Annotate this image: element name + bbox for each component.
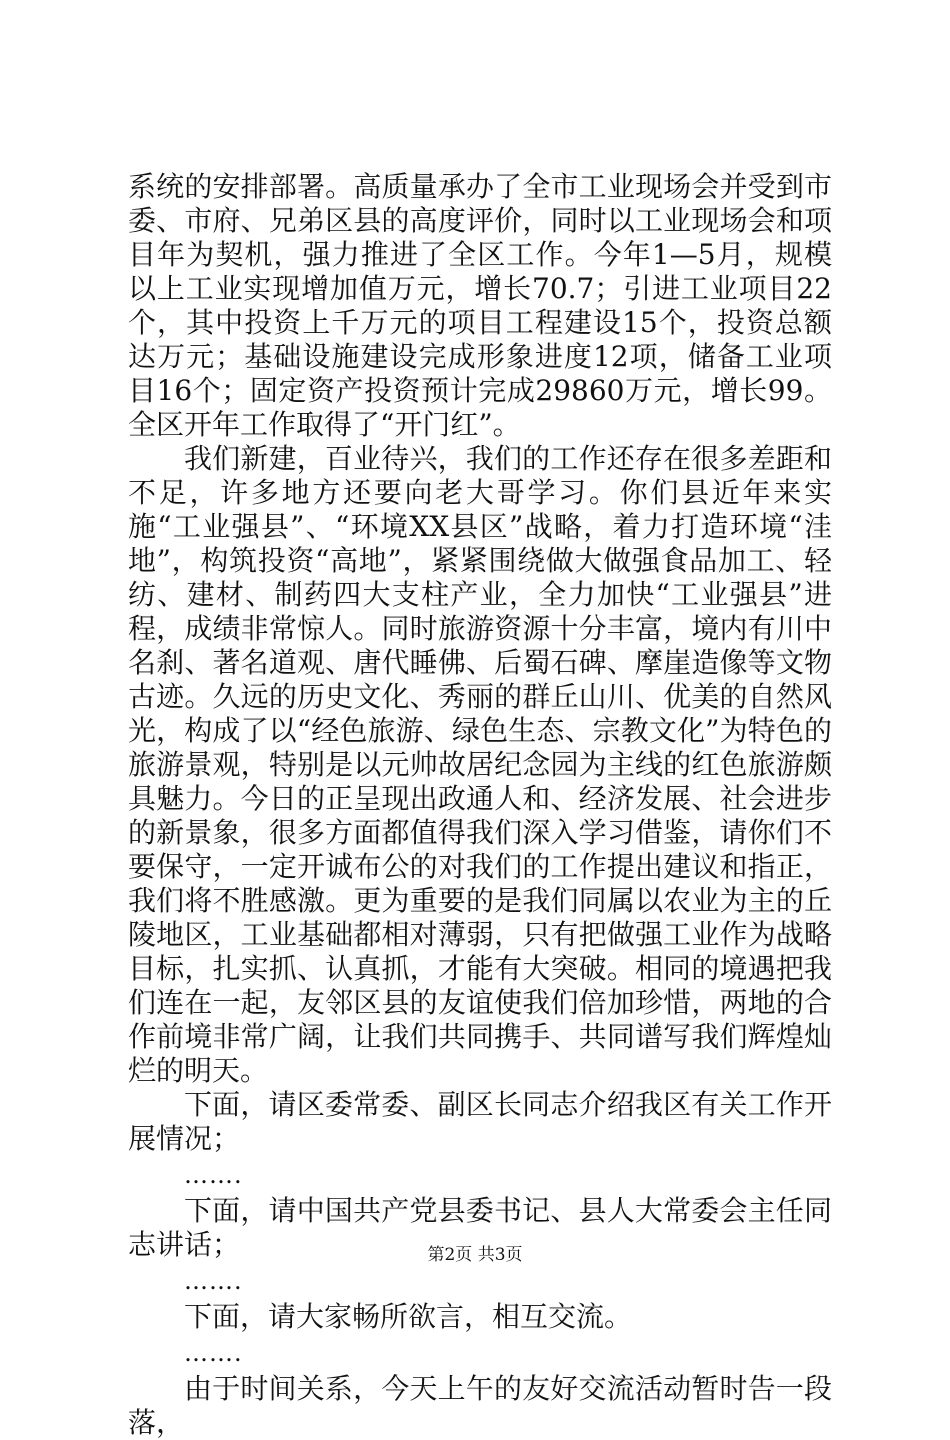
paragraph-closing: 由于时间关系，今天上午的友好交流活动暂时告一段落， bbox=[128, 1372, 832, 1439]
page-number-footer: 第2页 共3页 bbox=[427, 1245, 523, 1265]
ellipsis-line: ……. bbox=[184, 1339, 243, 1367]
paragraph-work-summary: 系统的安排部署。高质量承办了全市工业现场会并受到市委、市府、兄弟区县的高度评价，同时以工业现场会和项目年为契机，强力推进了全区工作。今年1—5月，规模以上工业实现增加值万元，增长70.7；引进工业项目22个，其中投资上千万元的项目工程建设15个，投资总额达万元；基础设施建设完成形象进度12项，储备工业项目16个；固定资产投资预计完成29860万元，增长99。全区开年工作取得了“开门红”。 bbox=[128, 170, 832, 441]
paragraph-open-discussion: 下面，请大家畅所欲言，相互交流。 bbox=[184, 1300, 633, 1333]
paragraph-district-introduction: 下面，请区委常委、副区长同志介绍我区有关工作开展情况； bbox=[128, 1088, 832, 1155]
paragraph-county-speech: 下面，请中国共产党县委书记、县人大常委会主任同志讲话； bbox=[128, 1194, 832, 1261]
paragraph-learning-exchange: 我们新建，百业待兴，我们的工作还存在很多差距和不足，许多地方还要向老大哥学习。你们县近年来实施“工业强县”、“环境XX县区”战略，着力打造环境“洼地”，构筑投资“高地”，紧紧围绕做大做强食品加工、轻纺、建材、制药四大支柱产业，全力加快“工业强县”进程，成绩非常惊人。同时旅游资源十分丰富，境内有川中名刹、著名道观、唐代睡佛、后蜀石碑、摩崖造像等文物古迹。久远的历史文化、秀丽的群丘山川、优美的自然风光，构成了以“经色旅游、绿色生态、宗教文化”为特色的旅游景观，特别是以元帅故居纪念园为主线的红色旅游颇具魅力。今日的正呈现出政通人和、经济发展、社会进步的新景象，很多方面都值得我们深入学习借鉴，请你们不要保守，一定开诚布公的对我们的工作提出建议和指正，我们将不胜感激。更为重要的是我们同属以农业为主的丘陵地区，工业基础都相对薄弱，只有把做强工业作为战略目标，扎实抓、认真抓，才能有大突破。相同的境遇把我们连在一起，友邻区县的友谊使我们倍加珍惜，两地的合作前境非常广阔，让我们共同携手、共同谱写我们辉煌灿烂的明天。 bbox=[128, 442, 832, 1087]
ellipsis-line: ……. bbox=[184, 1161, 243, 1189]
ellipsis-line: ……. bbox=[184, 1267, 243, 1295]
